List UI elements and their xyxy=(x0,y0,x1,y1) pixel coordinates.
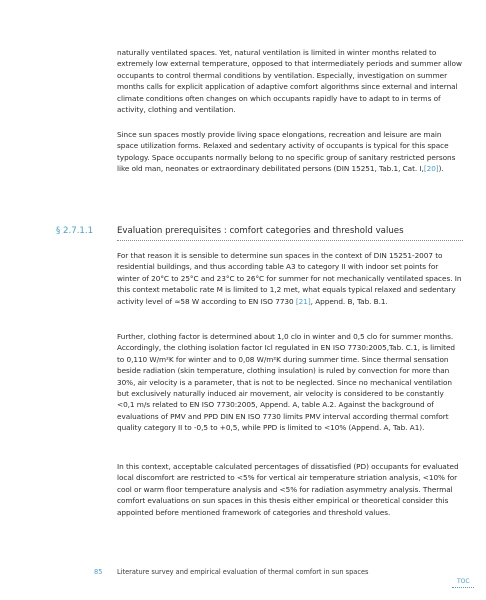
body-paragraph-4: Further, clothing factor is determined about 1,0 clo in winter and 0,5 clo for summer months. Accordingly, the clothing isolation factor Icl regulated in EN ISO 7730:2005,Tab. C.1, is limited to 0,110 W/m²K for winter and to 0,08 W/m²K during summer time. Since thermal sensation beside radiation (skin temperature, clothing insulation) is ruled by convection for more than 30%, air velocity is a parameter, that is not to be neglected. Since no mechanical ventilation but exclusively naturally induced air movement, air velocity is considered to be constantly <0,1 m/s related to EN ISO 7730:2005, Append. A, table A.2. Against the background of evaluations of PMV and PPD DIN EN ISO 7730 limits PMV interval according thermal comfort quality category II to -0,5 to +0,5, while PPD is limited to <10% (Append. A, Tab. A1). xyxy=(117,332,455,433)
section-title: Evaluation prerequisites : comfort categories and threshold values xyxy=(117,226,404,236)
body-paragraph-2 xyxy=(117,129,463,175)
toc-underline xyxy=(452,587,474,588)
citation-link-20[interactable]: [20] xyxy=(423,164,439,174)
section-number: § 2.7.1.1 xyxy=(56,226,94,236)
citation-link-21[interactable]: [21] xyxy=(295,296,311,306)
paragraph-3-text: For that reason it is sensible to determine sun spaces in the context of DIN 15251-2007 to residential buildings, and thus according table A3 to category II with indoor set points for winter of 20°C to 25°C and 23°C to 26°C for summer for not mechanically ventilated spaces. In this context metabolic rate M is limited to 1,2 met, what equals typical relaxed and sedentary activity level of ≈58 W according to EN ISO 7730 xyxy=(117,251,462,306)
body-paragraph-3 xyxy=(117,250,463,307)
body-paragraph-1: naturally ventilated spaces. Yet, natural ventilation is limited in winter months related to extremely low external temperature, opposed to that intermediately periods and summer allow occupants to control thermal conditions by ventilation. Especially, investigation on summer months calls for explicit application of adaptive comfort algorithms since external and internal climate conditions often changes on which occupants rapidly have to adapt to in terms of activity, clothing and ventilation. xyxy=(117,48,462,115)
toc-link[interactable]: TOC xyxy=(457,578,470,585)
paragraph-2-end: ). xyxy=(438,164,444,174)
running-title: Literature survey and empirical evaluation of thermal comfort in sun spaces xyxy=(117,568,369,576)
section-heading xyxy=(56,226,463,242)
paragraph-2-text: Since sun spaces mostly provide living space elongations, recreation and leisure are main space utilization forms. Relaxed and sedentary activity of occupants is typical for this space typology. Space occupants normally belong to no specific group of sanitary restricted persons like old man, neonates or extraordinary debilitated persons (DIN 15251, Tab.1, Cat. I, xyxy=(117,130,456,174)
body-paragraph-5: In this context, acceptable calculated percentages of dissatisfied (PD) occupants for evaluated local discomfort are restricted to <5% for vertical air temperature striation analysis, <10% for cool or warm floor temperature analysis and <5% for radiation asymmetry analysis. Thermal comfort evaluations on sun spaces in this thesis either empirical or theoretical consider this appointed before mentioned framework of categories and threshold values. xyxy=(117,462,459,517)
page-number: 85 xyxy=(94,568,103,576)
section-divider xyxy=(117,240,463,241)
paragraph-3-end: , Append. B, Tab. B.1. xyxy=(310,296,388,306)
